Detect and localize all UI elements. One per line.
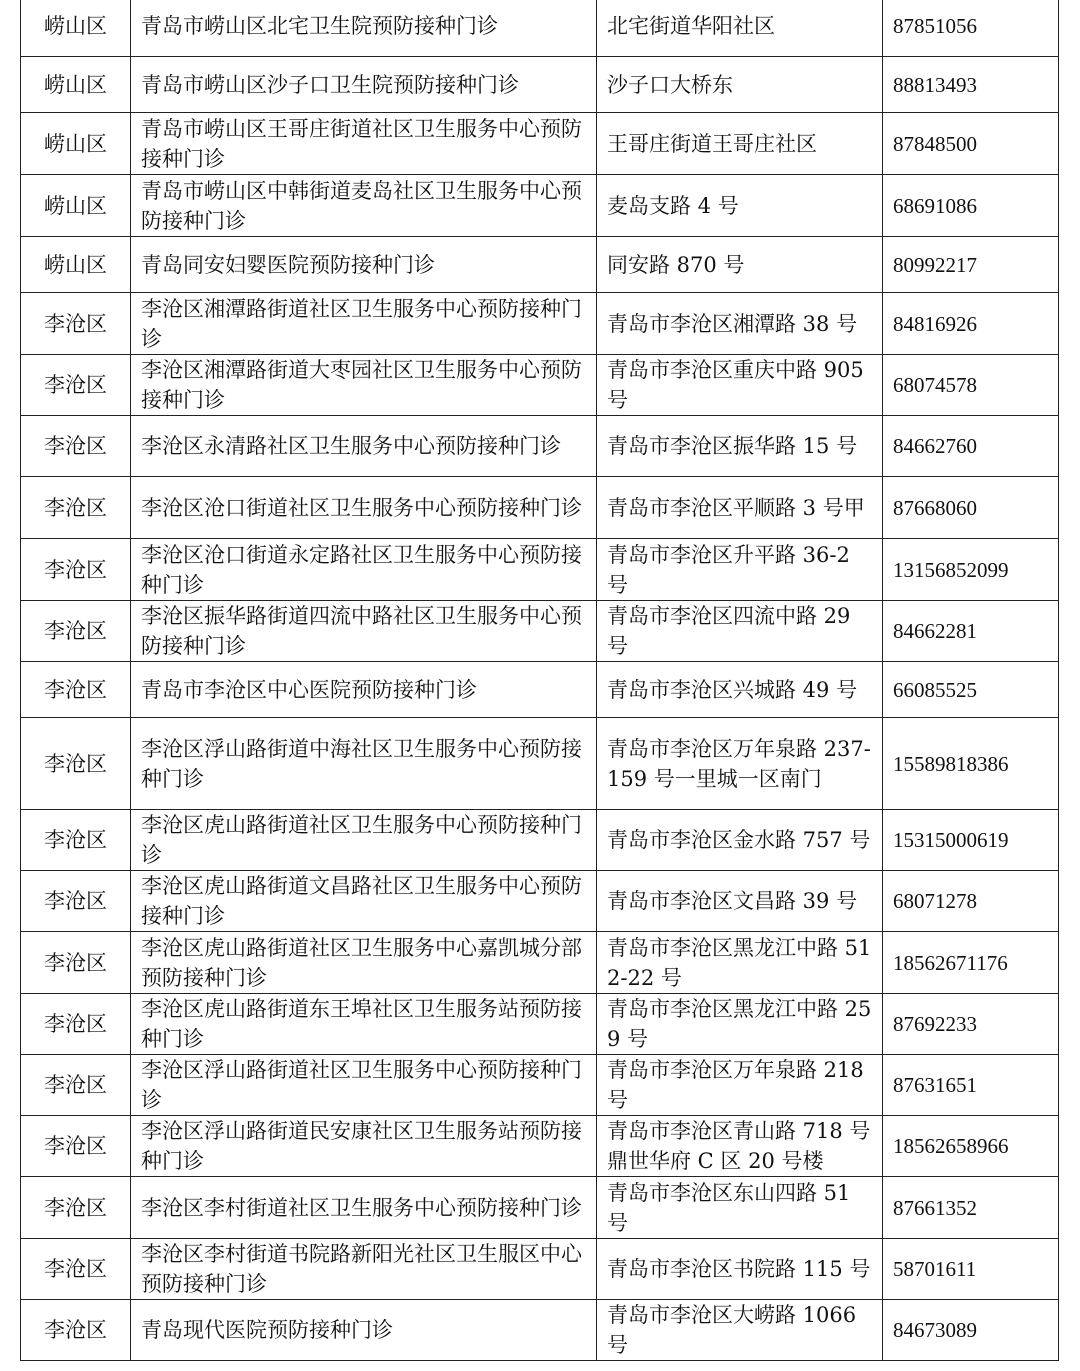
district-cell: 崂山区 xyxy=(21,0,131,57)
district-cell: 崂山区 xyxy=(21,237,131,293)
address-cell: 青岛市李沧区金水路 757 号 xyxy=(597,810,883,871)
district-cell: 崂山区 xyxy=(21,175,131,237)
table-row xyxy=(21,1116,1059,1177)
phone-cell: 15315000619 xyxy=(883,810,1059,871)
address-cell: 沙子口大桥东 xyxy=(597,57,883,113)
clinic-name-cell: 青岛市李沧区中心医院预防接种门诊 xyxy=(131,662,597,718)
clinic-name-cell: 李沧区李村街道书院路新阳光社区卫生服区中心预防接种门诊 xyxy=(131,1239,597,1300)
phone-cell: 84816926 xyxy=(883,293,1059,355)
address-cell: 青岛市李沧区文昌路 39 号 xyxy=(597,871,883,932)
phone-cell: 18562671176 xyxy=(883,932,1059,994)
address-cell: 青岛市李沧区振华路 15 号 xyxy=(597,416,883,477)
clinic-name-cell: 李沧区湘潭路街道社区卫生服务中心预防接种门诊 xyxy=(131,293,597,355)
table-row xyxy=(21,662,1059,718)
phone-cell: 87668060 xyxy=(883,477,1059,539)
phone-cell: 84673089 xyxy=(883,1300,1059,1361)
phone-cell: 68691086 xyxy=(883,175,1059,237)
clinic-name-cell: 李沧区虎山路街道文昌路社区卫生服务中心预防接种门诊 xyxy=(131,871,597,932)
table-row xyxy=(21,293,1059,355)
phone-cell: 58701611 xyxy=(883,1239,1059,1300)
vaccination-clinic-table xyxy=(20,0,1059,1361)
table-row xyxy=(21,57,1059,113)
table-row xyxy=(21,810,1059,871)
clinic-name-cell: 李沧区虎山路街道社区卫生服务中心嘉凯城分部预防接种门诊 xyxy=(131,932,597,994)
clinic-name-cell: 李沧区浮山路街道社区卫生服务中心预防接种门诊 xyxy=(131,1055,597,1116)
clinic-name-cell: 李沧区沧口街道社区卫生服务中心预防接种门诊 xyxy=(131,477,597,539)
table-row xyxy=(21,237,1059,293)
district-cell: 李沧区 xyxy=(21,355,131,416)
phone-cell: 87631651 xyxy=(883,1055,1059,1116)
clinic-name-cell: 李沧区虎山路街道东王埠社区卫生服务站预防接种门诊 xyxy=(131,994,597,1055)
table-row xyxy=(21,932,1059,994)
table-row xyxy=(21,1177,1059,1239)
district-cell: 李沧区 xyxy=(21,416,131,477)
clinic-name-cell: 李沧区浮山路街道民安康社区卫生服务站预防接种门诊 xyxy=(131,1116,597,1177)
address-cell: 青岛市李沧区平顺路 3 号甲 xyxy=(597,477,883,539)
table-row xyxy=(21,539,1059,601)
phone-cell: 87851056 xyxy=(883,0,1059,57)
clinic-name-cell: 李沧区永清路社区卫生服务中心预防接种门诊 xyxy=(131,416,597,477)
address-cell: 青岛市李沧区青山路 718 号鼎世华府 C 区 20 号楼 xyxy=(597,1116,883,1177)
phone-cell: 80992217 xyxy=(883,237,1059,293)
district-cell: 李沧区 xyxy=(21,810,131,871)
table-row xyxy=(21,1239,1059,1300)
phone-cell: 84662281 xyxy=(883,601,1059,662)
phone-cell: 68074578 xyxy=(883,355,1059,416)
address-cell: 青岛市李沧区黑龙江中路 512-22 号 xyxy=(597,932,883,994)
phone-cell: 15589818386 xyxy=(883,718,1059,810)
district-cell: 李沧区 xyxy=(21,1116,131,1177)
phone-cell: 18562658966 xyxy=(883,1116,1059,1177)
clinic-name-cell: 李沧区虎山路街道社区卫生服务中心预防接种门诊 xyxy=(131,810,597,871)
phone-cell: 66085525 xyxy=(883,662,1059,718)
district-cell: 李沧区 xyxy=(21,1055,131,1116)
clinic-name-cell: 青岛现代医院预防接种门诊 xyxy=(131,1300,597,1361)
address-cell: 青岛市李沧区万年泉路 237-159 号一里城一区南门 xyxy=(597,718,883,810)
phone-cell: 87692233 xyxy=(883,994,1059,1055)
clinic-name-cell: 青岛市崂山区北宅卫生院预防接种门诊 xyxy=(131,0,597,57)
district-cell: 李沧区 xyxy=(21,1300,131,1361)
table-row xyxy=(21,1300,1059,1361)
phone-cell: 13156852099 xyxy=(883,539,1059,601)
table-row xyxy=(21,477,1059,539)
clinic-name-cell: 青岛市崂山区王哥庄街道社区卫生服务中心预防接种门诊 xyxy=(131,113,597,175)
phone-cell: 87848500 xyxy=(883,113,1059,175)
clinic-table-body xyxy=(21,0,1059,1361)
clinic-name-cell: 李沧区沧口街道永定路社区卫生服务中心预防接种门诊 xyxy=(131,539,597,601)
phone-cell: 87661352 xyxy=(883,1177,1059,1239)
phone-cell: 68071278 xyxy=(883,871,1059,932)
address-cell: 青岛市李沧区黑龙江中路 259 号 xyxy=(597,994,883,1055)
district-cell: 李沧区 xyxy=(21,477,131,539)
address-cell: 青岛市李沧区四流中路 29 号 xyxy=(597,601,883,662)
table-row xyxy=(21,718,1059,810)
address-cell: 同安路 870 号 xyxy=(597,237,883,293)
clinic-name-cell: 李沧区湘潭路街道大枣园社区卫生服务中心预防接种门诊 xyxy=(131,355,597,416)
district-cell: 李沧区 xyxy=(21,662,131,718)
clinic-name-cell: 李沧区浮山路街道中海社区卫生服务中心预防接种门诊 xyxy=(131,718,597,810)
district-cell: 李沧区 xyxy=(21,1239,131,1300)
table-row xyxy=(21,601,1059,662)
clinic-name-cell: 青岛同安妇婴医院预防接种门诊 xyxy=(131,237,597,293)
table-row xyxy=(21,175,1059,237)
district-cell: 崂山区 xyxy=(21,57,131,113)
table-row xyxy=(21,113,1059,175)
district-cell: 李沧区 xyxy=(21,932,131,994)
address-cell: 青岛市李沧区万年泉路 218 号 xyxy=(597,1055,883,1116)
address-cell: 青岛市李沧区兴城路 49 号 xyxy=(597,662,883,718)
district-cell: 李沧区 xyxy=(21,293,131,355)
phone-cell: 84662760 xyxy=(883,416,1059,477)
table-row xyxy=(21,871,1059,932)
table-row xyxy=(21,994,1059,1055)
district-cell: 崂山区 xyxy=(21,113,131,175)
phone-cell: 88813493 xyxy=(883,57,1059,113)
district-cell: 李沧区 xyxy=(21,1177,131,1239)
address-cell: 青岛市李沧区重庆中路 905 号 xyxy=(597,355,883,416)
clinic-name-cell: 李沧区李村街道社区卫生服务中心预防接种门诊 xyxy=(131,1177,597,1239)
address-cell: 青岛市李沧区东山四路 51 号 xyxy=(597,1177,883,1239)
address-cell: 北宅街道华阳社区 xyxy=(597,0,883,57)
address-cell: 王哥庄街道王哥庄社区 xyxy=(597,113,883,175)
table-row xyxy=(21,1055,1059,1116)
district-cell: 李沧区 xyxy=(21,871,131,932)
address-cell: 青岛市李沧区书院路 115 号 xyxy=(597,1239,883,1300)
district-cell: 李沧区 xyxy=(21,539,131,601)
district-cell: 李沧区 xyxy=(21,718,131,810)
district-cell: 李沧区 xyxy=(21,994,131,1055)
clinic-name-cell: 青岛市崂山区中韩街道麦岛社区卫生服务中心预防接种门诊 xyxy=(131,175,597,237)
clinic-name-cell: 青岛市崂山区沙子口卫生院预防接种门诊 xyxy=(131,57,597,113)
address-cell: 青岛市李沧区大崂路 1066 号 xyxy=(597,1300,883,1361)
table-row xyxy=(21,416,1059,477)
address-cell: 麦岛支路 4 号 xyxy=(597,175,883,237)
address-cell: 青岛市李沧区湘潭路 38 号 xyxy=(597,293,883,355)
table-row xyxy=(21,355,1059,416)
table-row xyxy=(21,0,1059,57)
district-cell: 李沧区 xyxy=(21,601,131,662)
address-cell: 青岛市李沧区升平路 36-2 号 xyxy=(597,539,883,601)
clinic-name-cell: 李沧区振华路街道四流中路社区卫生服务中心预防接种门诊 xyxy=(131,601,597,662)
